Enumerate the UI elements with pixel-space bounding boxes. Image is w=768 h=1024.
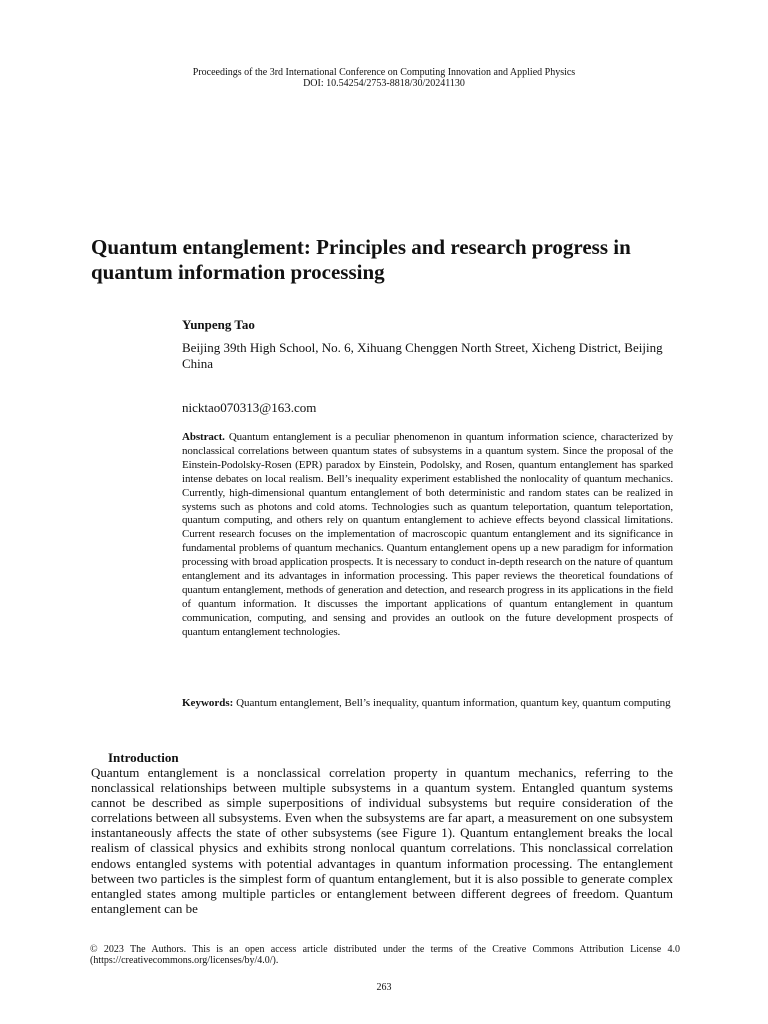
abstract-text: Quantum entanglement is a peculiar phenomenon in quantum information science, characterized by nonclassical correlations between quantum states of subsystems in a quantum system. Since the proposal of the Einstein-Podolsky-Rosen (EPR) paradox by Einstein, Podolsky, and Rosen, quantum entanglement has sparked intense debates on local realism. Bell’s inequality experiment established the nonlocality of quantum mechanics. Currently, high-dimensional quantum entanglement of both deterministic and random states can be realized in systems such as photons and cold atoms. Technologies such as quantum teleportation, quantum teleportation, quantum computing, and others rely on quantum entanglement to achieve effects beyond classical limitations. Current research focuses on the implementation of macroscopic quantum entanglement and its significance in fundamental problems of quantum mechanics. Quantum entanglement opens up a new paradigm for information processing with broad application prospects. It is necessary to conduct in-depth research on the nature of quantum entanglement and its advantages in information processing. This paper reviews the theoretical foundations of quantum entanglement, methods of generation and detection, and research progress in its applications in the field of quantum information. It discusses the important applications of quantum entanglement in quantum communication, computing, and sensing and provides an outlook on the future development prospects of quantum entanglement technologies. [182, 431, 673, 638]
running-header [90, 67, 678, 89]
license-footnote: © 2023 The Authors. This is an open access article distributed under the terms of the Creative Commons Attribution License 4.0 (https://creativecommons.org/licenses/by/4.0/). [90, 944, 680, 966]
author-affiliation: Beijing 39th High School, No. 6, Xihuang Chenggen North Street, Xicheng District, Beijing China [182, 340, 663, 371]
section-heading-introduction: Introduction [108, 750, 179, 765]
paper-title: Quantum entanglement: Principles and research progress in quantum information processing [91, 235, 631, 284]
author-name: Yunpeng Tao [182, 317, 255, 332]
abstract [182, 431, 673, 640]
keywords-text: Quantum entanglement, Bell’s inequality, quantum information, quantum key, quantum computing [236, 697, 671, 709]
author-email: nicktao070313@163.com [182, 400, 317, 415]
keywords [182, 696, 673, 711]
doi-line: DOI: 10.54254/2753-8818/30/20241130 [303, 78, 465, 89]
abstract-label: Abstract. [182, 431, 225, 443]
proceedings-line: Proceedings of the 3rd International Conference on Computing Innovation and Applied Physics [192, 67, 576, 78]
introduction-body: Quantum entanglement is a nonclassical correlation property in quantum mechanics, referring to the nonclassical relationships between multiple subsystems in a quantum system. Entangled quantum systems cannot be described as simple superpositions of individual subsystems but require consideration of the correlations between all subsystems. Even when the subsystems are far apart, a measurement on one subsystem instantaneously affects the state of other subsystems (see Figure 1). Quantum entanglement breaks the local realism of classical physics and exhibits strong nonlocal quantum correlations. This nonclassical correlation endows entangled systems with potential advantages in quantum information processing. The entanglement between two particles is the simplest form of quantum entanglement, but it is also possible to generate complex entangled states among multiple particles or entanglement between different degrees of freedom. Quantum entanglement can be [91, 765, 673, 916]
page-number: 263 [376, 982, 392, 993]
keywords-label: Keywords: [182, 697, 234, 709]
